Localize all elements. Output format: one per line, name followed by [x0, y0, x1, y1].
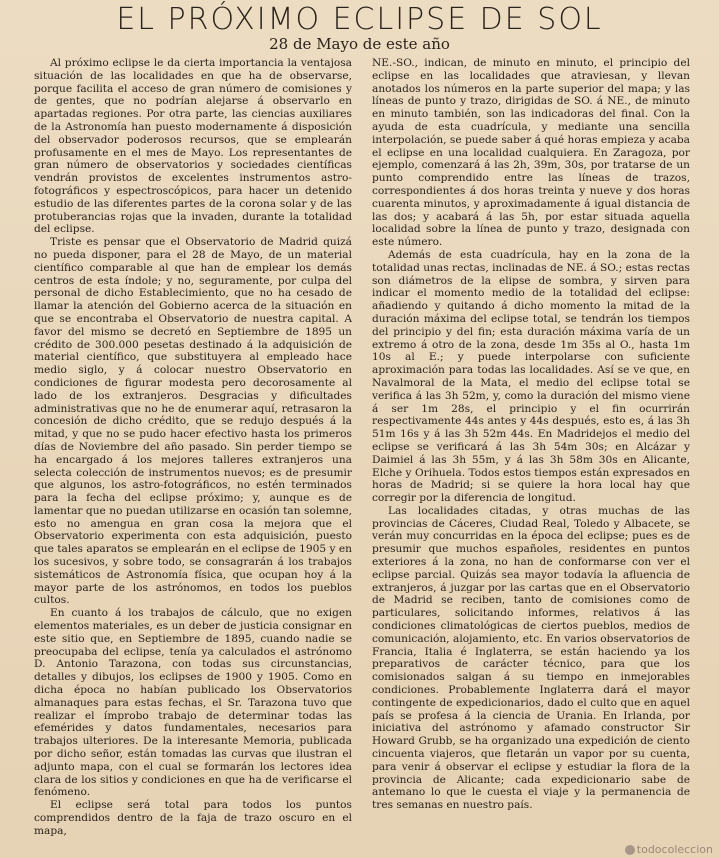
- article-subtitle: 28 de Mayo de este año: [269, 35, 450, 53]
- watermark-text: todocoleccion: [636, 843, 713, 856]
- paragraph: NE.-SO., indican, de minuto en minuto, el principio del eclipse en las localidades que atraviesan, y llevan anotados los números en la parte superior del mapa; y las líneas de punto y trazo, dirigidas de SO. á NE., de minuto en minuto también, son las indicadoras del final. Con la ayuda de esta cuadrícula, y mediante una sencilla interpolación, se puede saber á qué horas empieza y acaba el eclipse en una localidad cualquiera. En Zaragoza, por ejemplo, comenzará á las 2h, 39m, 30s, por tratarse de un punto comprendido entre las líneas de trazos, correspondientes á dos horas treinta y nueve y dos horas cuarenta minutos, y aproximadamente á igual distancia de las dos; y acabará á las 5h, por estar situada aquella localidad sobre la línea de punto y trazo, designada con este número.: [372, 57, 690, 249]
- right-column: [372, 57, 690, 857]
- paragraph: El eclipse será total para todos los puntos comprendidos dentro de la faja de trazo oscuro en el mapa,: [34, 799, 352, 837]
- article-title: EL PRÓXIMO ECLIPSE DE SOL: [116, 2, 603, 37]
- watermark: [625, 843, 713, 856]
- paragraph: Al próximo eclipse le da cierta importancia la ventajosa situación de las localidades en que ha de observarse, porque facilita el acceso de gran número de comisiones y de gentes, que no podrían alejarse á observarlo en apartadas regiones. Por otra parte, las ciencias auxiliares de la Astronomía han puesto modernamente á disposición del observador poderosos recursos, que se emplearán profusamente en el mes de Mayo. Los representantes de gran número de observatorios y sociedades científicas vendrán provistos de excelentes instrumentos astro-fotográficos y espectroscópicos, para hacer un detenido estudio de las diferentes partes de la corona solar y de las protuberancias rojas que la invaden, durante la totalidad del eclipse.: [34, 57, 352, 236]
- watermark-logo-icon: [625, 845, 635, 855]
- left-column: [34, 57, 352, 857]
- paragraph: Además de esta cuadrícula, hay en la zona de la totalidad unas rectas, inclinadas de NE. á SO.; estas rectas son diámetros de la elipse de sombra, y sirven para indicar el momento medio de la totalidad del eclipse: añadiendo y quitando á dicho momento la mitad de la duración máxima del eclipse total, se tendrán los tiempos del principio y del fin; esta duración máxima varía de un extremo á otro de la zona, desde 1m 35s al O., hasta 1m 10s al E.; y puede interpolarse con suficiente aproximación para todas las localidades. Así se ve que, en Navalmoral de la Mata, el medio del eclipse total se verifica á las 3h 52m, y, como la duración del mismo viene á ser 1m 28s, el principio y el fin ocurrirán respectivamente 44s antes y 44s después, esto es, á las 3h 51m 16s y á las 3h 52m 44s. En Madridejos el medio del eclipse se verificará á las 3h 54m 30s; en Alcázar y Daimiel á las 3h 55m, y á las 3h 58m 30s en Alicante, Elche y Orihuela. Todos estos tiempos están expresados en horas de Madrid; si se quiere la hora local hay que corregir por la diferencia de longitud.: [372, 248, 690, 505]
- paragraph: Las localidades citadas, y otras muchas de las provincias de Cáceres, Ciudad Real, Toledo y Albacete, se verán muy concurridas en la época del eclipse; pues es de presumir que muchos españoles, residentes en puntos exteriores á la zona, no han de conformarse con ver el eclipse parcial. Quizás sea mayor todavía la afluencia de extranjeros, á juzgar por las cartas que en el Observatorio de Madrid se reciben, tanto de comisiones como de particulares, solicitando informes, relativos á las condiciones climatológicas de ciertos pueblos, medios de comunicación, alojamiento, etc. En varios observatorios de Francia, Italia é Inglaterra, se están haciendo ya los preparativos de carácter técnico, para que los comisionados salgan á su tiempo en inmejorables condiciones. Probablemente Inglaterra dará el mayor contingente de expedicionarios, dado el culto que en aquel país se profesa á la ciencia de Urania. En Irlanda, por iniciativa del astrónomo y afamado constructor Sir Howard Grubb, se ha organizado una expedición de ciento cincuenta viajeros, que fletarán un vapor por su cuenta, para venir á observar el eclipse y estudiar la flora de la provincia de Alicante; cada expedicionario sabe de antemano lo que le cuesta el viaje y la permanencia de tres semanas en nuestro país.: [372, 504, 690, 812]
- paragraph: Triste es pensar que el Observatorio de Madrid quizá no pueda disponer, para el 28 de Mayo, de un material científico comparable al que han de emplear los demás centros de esta índole; y no, seguramente, por culpa del personal de dicho Establecimiento, que no ha cesado de llamar la atención del Gobierno acerca de la situación en que se encontraba el Observatorio de nuestra capital. A favor del mismo se decretó en Septiembre de 1895 un crédito de 300.000 pesetas destinado á la adquisición de material científico, que substituyera al empleado hace medio siglo, y á colocar nuestro Observatorio en condiciones de figurar modesta pero decorosamente al lado de los extranjeros. Desgracias y dificultades administrativas que no he de enumerar aquí, retrasaron la concesión de dicho crédito, que se redujo después á la mitad, y que no se pudo hacer efectivo hasta los primeros días de Noviembre del año pasado. Sin perder tiempo se ha encargado á los mejores talleres extranjeros una selecta colección de instrumentos nuevos; es de presumir que algunos, los astro-fotográficos, no estén terminados para la fecha del eclipse próximo; y, aunque es de lamentar que no puedan utilizarse en ocasión tan solemne, esto no amengua en gran cosa la mejora que el Observatorio experimenta con esta adquisición, puesto que tales aparatos se emplearán en el eclipse de 1905 y en los sucesivos, y sobre todo, se consagrarán á los trabajos sistemáticos de Astronomía física, que ocupan hoy á la mayor parte de los astrónomos, en todos los pueblos cultos.: [34, 236, 352, 607]
- paragraph: En cuanto á los trabajos de cálculo, que no exigen elementos materiales, es un deber de justicia consignar en este sitio que, en Septiembre de 1895, cuando nadie se preocupaba del eclipse, tenía ya calculados el astrónomo D. Antonio Tarazona, con todas sus circunstancias, detalles y dibujos, los eclipses de 1900 y 1905. Como en dicha época no habían publicado los Observatorios almanaques para estas fechas, el Sr. Tarazona tuvo que realizar el ímprobo trabajo de determinar todas las efemérides y datos fundamentales, necesarios para trabajos ulteriores. De la interesante Memoria, publicada por dicho señor, están tomadas las curvas que ilustran el adjunto mapa, con el cual se formarán los lectores idea clara de los sitios y condiciones en que ha de verificarse el fenómeno.: [34, 607, 352, 799]
